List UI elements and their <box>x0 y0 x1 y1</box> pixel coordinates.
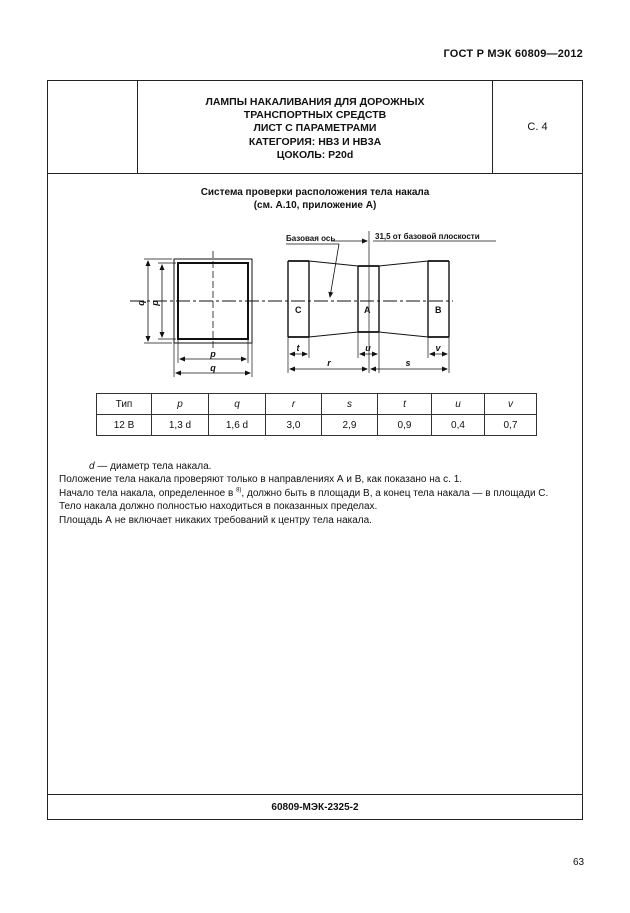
table-header-cell: r <box>266 394 322 415</box>
table-cell: 1,3 d <box>152 415 209 436</box>
note-text: , должно быть в площади B, а конец тела накала — в площади С. <box>241 487 549 499</box>
table-header-cell: v <box>485 394 537 415</box>
table-header-cell: q <box>209 394 266 415</box>
table-header-cell: u <box>432 394 485 415</box>
dim-r-label: r <box>327 358 331 368</box>
note-line: Площадь А не включает никаких требований к центру тела накала. <box>59 514 372 526</box>
d-definition-text: — диаметр тела накала. <box>94 461 212 472</box>
filament-check-diagram <box>48 81 582 391</box>
sheet-page: С. 4 <box>492 81 582 173</box>
dim-q-horizontal-label: q <box>210 363 216 373</box>
title-line: ЛИСТ С ПАРАМЕТРАМИ <box>253 122 377 135</box>
zone-a-label: A <box>364 305 371 315</box>
base-axis-label: Базовая ось <box>286 234 336 243</box>
dim-v-label: v <box>435 343 441 353</box>
table-cell: 0,7 <box>485 415 537 436</box>
d-symbol: d <box>89 461 95 472</box>
table-cell: 2,9 <box>322 415 378 436</box>
ref-distance-label: 31,5 от базовой плоскости <box>375 232 480 241</box>
note-line <box>59 487 575 500</box>
zone-c-label: C <box>295 305 302 315</box>
base-axis-leader <box>330 244 339 297</box>
table-row <box>97 415 537 436</box>
title-line: ЦОКОЛЬ: P20d <box>276 148 354 161</box>
table-header-cell: t <box>378 394 432 415</box>
dim-u-label: u <box>365 343 371 353</box>
table-cell: 3,0 <box>266 415 322 436</box>
table-header-row <box>97 394 537 415</box>
notes <box>59 460 575 527</box>
sheet-footer: 60809-МЭК-2325-2 <box>48 794 582 820</box>
parameters-table <box>96 393 537 436</box>
dim-p-vertical-label: p <box>150 300 160 306</box>
note-text: Начало тела накала, определенное в <box>59 487 237 499</box>
diagram-title-line: Система проверки расположения тела накала <box>200 187 430 198</box>
table-cell: 0,4 <box>432 415 485 436</box>
table-cell: 1,6 d <box>209 415 266 436</box>
zone-b-label: B <box>435 305 442 315</box>
table-cell: 0,9 <box>378 415 432 436</box>
dim-q-vertical-label: q <box>136 300 146 306</box>
dim-p-horizontal-label: p <box>210 349 216 359</box>
standard-code: ГОСТ Р МЭК 60809—2012 <box>443 48 583 60</box>
sheet-frame <box>47 80 583 820</box>
title-line: ТРАНСПОРТНЫХ СРЕДСТВ <box>243 109 387 122</box>
table-header-cell: s <box>322 394 378 415</box>
footnote-ref: 8) <box>236 487 242 494</box>
table-header-cell: Тип <box>97 394 152 415</box>
dim-s-label: s <box>405 358 411 368</box>
note-line: Тело накала должно полностью находиться в показанных пределах. <box>59 501 378 513</box>
dim-t-label: t <box>296 343 300 353</box>
page-number: 63 <box>573 857 585 868</box>
title-line: КАТЕГОРИЯ: НВ3 И НВ3А <box>248 135 382 148</box>
note-line: Положение тела накала проверяют только в направлениях А и В, как показано на с. 1. <box>59 474 463 486</box>
title-line: ЛАМПЫ НАКАЛИВАНИЯ ДЛЯ ДОРОЖНЫХ <box>205 96 425 108</box>
table-header-cell: p <box>152 394 209 415</box>
note-d-definition <box>59 460 575 473</box>
table-cell: 12 В <box>97 415 152 436</box>
diagram-title-line: (см. А.10, приложение А) <box>253 200 377 211</box>
